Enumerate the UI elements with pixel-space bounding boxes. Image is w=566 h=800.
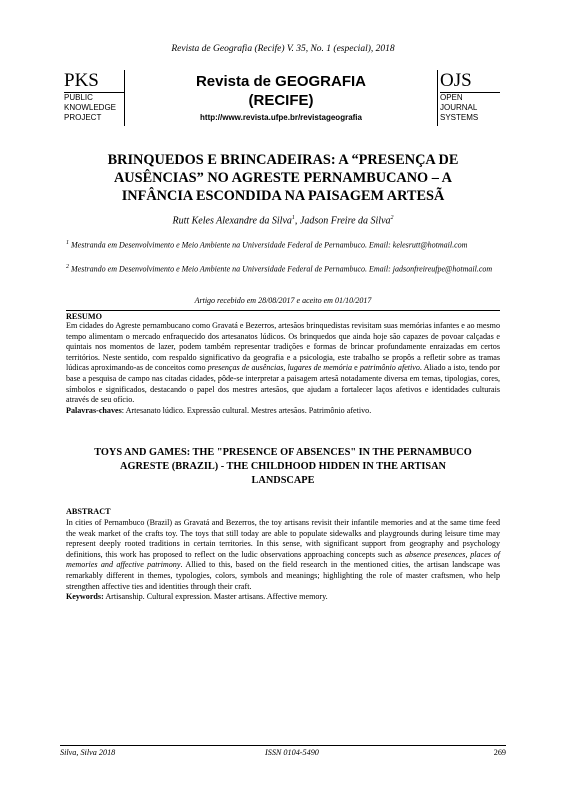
journal-name-box (124, 70, 438, 126)
title-line: LANDSCAPE (251, 475, 315, 486)
resumo-text: , (283, 363, 288, 373)
received-date: Artigo recebido em 28/08/2017 e aceito em 01/10/2017 (194, 296, 372, 305)
footer-issn: ISSN 0104-5490 (265, 748, 319, 757)
keywords-label: Keywords: (66, 592, 104, 602)
pks-line: PUBLIC (64, 93, 93, 102)
resumo-concept: lugares de memória (287, 363, 353, 373)
resumo-heading: RESUMO (66, 310, 500, 321)
page-footer (60, 745, 506, 760)
ojs-line: OPEN (440, 93, 463, 102)
title-line: BRINQUEDOS E BRINCADEIRAS: A “PRESENÇA DE (107, 152, 459, 168)
affiliation (66, 262, 500, 275)
affiliation-mark: 2 (66, 264, 69, 270)
keywords-text: Artisanship. Cultural expression. Master artisans. Affective memory. (103, 592, 328, 602)
pks-line: KNOWLEDGE (64, 103, 117, 112)
journal-name-sub: (RECIFE) (248, 92, 314, 109)
resumo-text: . Aliado a isto, tendo por base a pesquisa de campo nas citadas cidades, pôde-se interpretar a paisagem artesã notadamente diversa em temas, tipologias, cores, símbolos e significados, destacando o papel dos mestres artesãos, que ajudam a fortalecer laços afetivos e identidades culturais através de seu ofício. (66, 363, 500, 405)
abstract-keywords (66, 592, 500, 603)
affiliation-mark: 1 (66, 240, 69, 246)
pks-logo (64, 70, 124, 123)
journal-url-link[interactable]: http://www.revista.ufpe.br/revistageografia (200, 113, 362, 122)
resumo-text: Em cidades do Agreste pernambucano como Gravatá e Bezerros, artesãos brinquedistas revisitam suas memórias infantes e ao mesmo tempo alimentam o mercado enfraquecido dos artesanatos lúdicos. Os brinquedos que ainda hoje são capazes de povoar calçadas e quintais nos momentos de lazer, podem também representar tradições e formas de brincar profundamente enraizadas em certos territórios. Neste sentido, com respaldo significativo da geografia e a psicologia, este trabalho se propôs a refletir sobre as tramas lúdicas aproximando-as de conceitos como (66, 321, 500, 373)
ojs-logo (440, 70, 504, 123)
resumo-keywords (66, 406, 500, 417)
resumo-text: e (352, 363, 360, 373)
article-title-pt (60, 151, 506, 205)
author-name: Jadson Freire da Silva (299, 215, 391, 227)
author-name: Rutt Keles Alexandre da Silva (172, 215, 292, 227)
resumo-concept: presenças de ausências (207, 363, 284, 373)
author-footnote-mark: 1 (291, 215, 295, 221)
title-line: AGRESTE (BRAZIL) - THE CHILDHOOD HIDDEN IN THE ARTISAN (120, 461, 446, 472)
author-separator: , (294, 215, 300, 227)
affiliation-text: Mestrando em Desenvolvimento e Meio Ambiente na Universidade Federal de Pernambuco. Email: jadsonfreireufpe@hotmail.com (69, 264, 493, 274)
ojs-line: JOURNAL (440, 103, 478, 112)
abstract-concept: absence presences, places of memories and affective patrimony (66, 549, 501, 570)
ojs-line: SYSTEMS (440, 113, 479, 122)
abstract-text: . Allied to this, based on the field research in the mentioned cities, the artisan landscape was remarkably different in themes, typologies, colors, symbols and meanings; highlighting the role of master craftsmen, who help strengthen affective ties and identities through their craft. (66, 560, 500, 591)
journal-citation: Revista de Geografia (Recife) V. 35, No. 1 (especial), 2018 (171, 44, 395, 54)
abstract-body (66, 518, 500, 603)
abstract-heading: ABSTRACT (66, 507, 111, 516)
abstract-text: In cities of Pernambuco (Brazil) as Gravatá and Bezerros, the toy artisans revisit their infantile memories and at the same time feed the weak market of the crafts toy. The toys that still today are able to populate sidewalks and playgrounds during leisure time may represent deeply rooted traditions in certain territories. In this sense, with significant support from geography and psychology definitions, this work has proposed to reflect on the ludic observations approaching concepts such as (66, 518, 500, 559)
keywords-label: Palavras-chaves (66, 405, 122, 415)
title-line: INFÂNCIA ESCONDIDA NA PAISAGEM ARTESÃ (121, 188, 445, 204)
pks-title: PKS (64, 70, 124, 93)
resumo-body (66, 321, 500, 416)
author-list (0, 215, 566, 226)
title-line: TOYS AND GAMES: THE "PRESENCE OF ABSENCES" IN THE PERNAMBUCO (94, 447, 472, 458)
article-title-en (66, 446, 500, 488)
affiliation-text: Mestranda em Desenvolvimento e Meio Ambiente na Universidade Federal de Pernambuco. Email: kelesrutt@hotmail.com (69, 240, 468, 250)
keywords-text: : Artesanato lúdico. Expressão cultural. Mestres artesãos. Patrimônio afetivo. (121, 405, 372, 415)
resumo-concept: patrimônio afetivo (359, 363, 420, 373)
affiliation (66, 238, 500, 251)
journal-masthead (64, 70, 504, 130)
title-line: AUSÊNCIAS” NO AGRESTE PERNAMBUCANO – A (113, 170, 452, 186)
pks-line: PROJECT (64, 113, 102, 122)
page-number: 269 (493, 748, 506, 757)
ojs-title: OJS (440, 70, 500, 93)
journal-name: Revista de GEOGRAFIA (195, 73, 367, 90)
author-footnote-mark: 2 (390, 215, 394, 221)
footer-authors: Silva, Silva 2018 (60, 748, 116, 757)
